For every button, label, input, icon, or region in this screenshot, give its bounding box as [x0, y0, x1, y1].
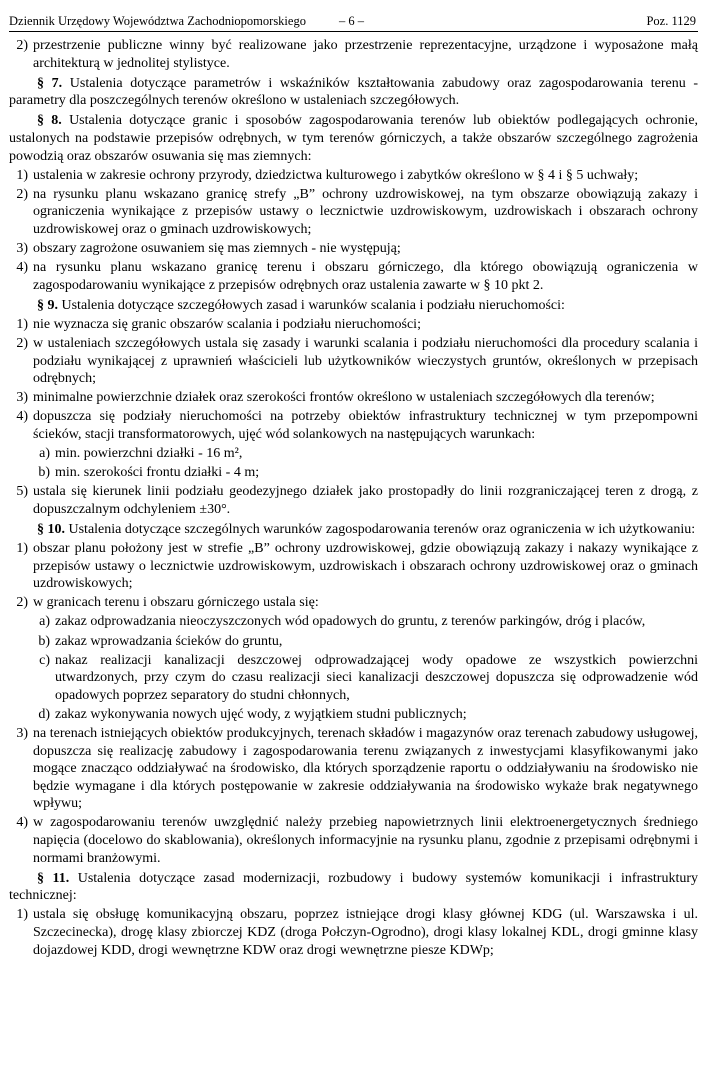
list-item [9, 408, 698, 443]
section-number: § 10. [37, 521, 65, 537]
list-item-text: zakaz odprowadzania nieoczyszczonych wód opadowych do gruntu, z terenów parkingów, dróg i placów, [55, 614, 646, 630]
section-paragraph [9, 870, 698, 905]
section-text: Ustalenia dotyczące szczególnych warunków zagospodarowania terenów oraz ograniczenia w ich użytkowaniu: [68, 521, 696, 537]
list-item [9, 259, 698, 294]
list-item-text: ustalenia w zakresie ochrony przyrody, dziedzictwa kulturowego i zabytków określono w § 4 i § 5 uchwały; [33, 167, 639, 183]
list-item-text: w granicach terenu i obszaru górniczego ustala się: [33, 595, 319, 611]
list-item-number: 3) [16, 390, 28, 406]
list-item [9, 814, 698, 867]
list-item-text: obszary zagrożone osuwaniem się mas ziemnych - nie występują; [33, 241, 401, 257]
list-item-number: 4) [16, 260, 28, 276]
list-item-text: w ustaleniach szczegółowych ustala się zasady i warunki scalania i podziału nieruchomości dla procedury scalania i podziału wynikającej z uprawnień właścicieli lub użytkowników wieczystych gruntów, określonych w przepisach odrębnych; [33, 336, 698, 387]
list-item [9, 540, 698, 593]
list-item [9, 37, 698, 72]
section-number: § 9. [37, 297, 58, 313]
sub-list-item [9, 445, 698, 463]
list-item-text: minimalne powierzchnie działek oraz szerokości frontów określono w ustaleniach szczegółowych dla terenów; [33, 390, 655, 406]
list-item-text: na rysunku planu wskazano granicę strefy „B” ochrony uzdrowiskowej, na tym obszarze obowiązują zakazy i ograniczenia wynikające z przepisów ustawy o lecznictwie uzdrowiskowym, uzdrowiskach i obszarach ochrony uzdrowiskowej oraz o gminach uzdrowiskowych; [33, 186, 698, 237]
list-item-number: 2) [16, 336, 28, 351]
list-item-number: 5) [16, 484, 28, 500]
page-number: – 6 – [339, 14, 364, 28]
list-item-number: 2) [16, 38, 28, 53]
list-item [9, 483, 698, 518]
section-text: Ustalenia dotyczące granic i sposobów zagospodarowania terenów lub obiektów podlegających ochronie, ustalonych na podstawie przepisów odrębnych, w tym terenów górniczych, a także obszarów szczególnego zagrożenia powodzią oraz obszarów osuwania się mas ziemnych: [9, 113, 699, 164]
list-item-text: ustala się kierunek linii podziału geodezyjnego działek jako prostopadły do linii rozgraniczającej teren z drogą, z dopuszczalnym odchyleniem ±30°. [33, 484, 698, 517]
list-item-text: dopuszcza się podziały nieruchomości na potrzeby obiektów infrastruktury technicznej w tym przepompowni ścieków, stacji transformatorowych, ujęć wód solankowych na następujących warunkach: [33, 409, 698, 442]
position-number: Poz. 1129 [646, 14, 696, 28]
list-item-text: zakaz wprowadzania ścieków do gruntu, [55, 633, 283, 649]
page-header [9, 13, 698, 32]
list-item [9, 316, 698, 334]
list-item-text: nie wyznacza się granic obszarów scalania i podziału nieruchomości; [33, 316, 421, 332]
list-item-number: b) [38, 633, 50, 649]
list-item-number: 3) [16, 725, 28, 741]
list-item-text: na rysunku planu wskazano granicę terenu i obszaru górniczego, dla którego obowiązują ograniczenia w zagospodarowaniu wynikające z przepisów odrębnych oraz ustalenia zawarte w § 10 pkt 2. [33, 260, 698, 293]
list-item-text: w zagospodarowaniu terenów uwzględnić należy przebieg napowietrznych linii elektroenergetycznych średniego napięcia (docelowo do skablowania), określonych informacyjnie na rysunku planu, zgodnie z przepisami odrębnymi i normami branżowymi. [33, 815, 698, 866]
section-paragraph [9, 112, 698, 165]
list-item-number: 2) [16, 595, 28, 611]
list-item-number: a) [39, 446, 50, 462]
list-item-number: c) [39, 652, 50, 668]
list-item [9, 186, 698, 239]
sub-list-item [9, 706, 698, 724]
list-item [9, 167, 698, 185]
list-item-text: zakaz wykonywania nowych ujęć wody, z wyjątkiem studni publicznych; [55, 706, 467, 722]
list-item-text: przestrzenie publiczne winny być realizowane jako przestrzenie reprezentacyjne, urządzone i wyposażone małą architekturą w jednolitej stylistyce. [33, 38, 698, 71]
list-item [9, 335, 698, 388]
list-item-text: min. szerokości frontu działki - 4 m; [55, 465, 260, 481]
section-paragraph [9, 521, 698, 539]
section-text: Ustalenia dotyczące parametrów i wskaźników kształtowania zabudowy oraz zagospodarowania terenu - parametry dla poszczególnych terenów określono w ustaleniach szczegółowych. [9, 75, 699, 109]
sub-list-item [9, 633, 698, 651]
section-text: Ustalenia dotyczące szczegółowych zasad i warunków scalania i podziału nieruchomości: [61, 297, 565, 313]
sub-list-item [9, 613, 698, 631]
list-item-text: ustala się obsługę komunikacyjną obszaru, poprzez istniejące drogi klasy głównej KDG (ul. Warszawska i ul. Szczecinecka), drogę klasy zbiorczej KDZ (droga Połczyn-Ogrodno), drogi klasy lokalnej KDL, drogi gminne klasy dojazdowej KDD, drogi wewnętrzne KDW oraz drogi wewnętrzne piesze KDWp; [33, 907, 698, 958]
list-item-number: d) [38, 706, 50, 722]
document-body [9, 37, 698, 959]
list-item [9, 725, 698, 813]
list-item-number: 1) [16, 167, 28, 183]
list-item-number: 3) [16, 241, 28, 257]
section-paragraph [9, 75, 698, 110]
sub-list-item [9, 652, 698, 705]
list-item-text: min. powierzchni działki - 16 m², [55, 446, 243, 462]
sub-list-item [9, 464, 698, 482]
list-item-text: nakaz realizacji kanalizacji deszczowej odprowadzającej wody opadowe ze wszystkich powierzchni utwardzonych, przy czym do czasu realizacji sieci kanalizacji deszczowej dopuszcza się odprowadzenie wód opadowych poprzez separatory do studni chłonnych, [55, 652, 698, 703]
list-item [9, 594, 698, 612]
list-item [9, 240, 698, 258]
list-item-number: a) [39, 614, 50, 630]
list-item-number: 1) [16, 316, 28, 332]
list-item-number: 4) [16, 815, 28, 831]
section-text: Ustalenia dotyczące zasad modernizacji, rozbudowy i budowy systemów komunikacji i infrastruktury technicznej: [9, 870, 699, 904]
list-item-number: 2) [16, 186, 28, 202]
section-number: § 11. [37, 870, 70, 886]
list-item-text: obszar planu położony jest w strefie „B” ochrony uzdrowiskowej, gdzie obowiązują zakazy i nakazy wynikające z przepisów ustawy o lecznictwie uzdrowiskowym, uzdrowiskach i obszarach ochrony uzdrowiskowej oraz o gminach uzdrowiskowych; [33, 541, 698, 592]
section-number: § 8. [37, 113, 62, 129]
journal-title: Dziennik Urzędowy Województwa Zachodniopomorskiego [9, 14, 306, 28]
list-item [9, 389, 698, 407]
list-item-number: 1) [16, 541, 28, 557]
list-item-text: na terenach istniejących obiektów produkcyjnych, terenach składów i magazynów oraz terenach zabudowy usługowej, dopuszcza się realizację zabudowy i zagospodarowania terenu związanych z inwestycjami klasyfikowanymi jako mogące znacząco oddziaływać na środowisko, dla których sporządzenie raportu o oddziaływaniu na środowisko nie będzie wymagane i dla których postępowanie w zakresie oddziaływania na środowisko wykaże brak negatywnego wpływu; [33, 725, 698, 812]
list-item-number: b) [38, 465, 50, 481]
list-item-number: 4) [16, 409, 28, 425]
section-paragraph [9, 297, 698, 315]
section-number: § 7. [37, 75, 63, 91]
list-item [9, 906, 698, 959]
list-item-number: 1) [16, 907, 28, 923]
